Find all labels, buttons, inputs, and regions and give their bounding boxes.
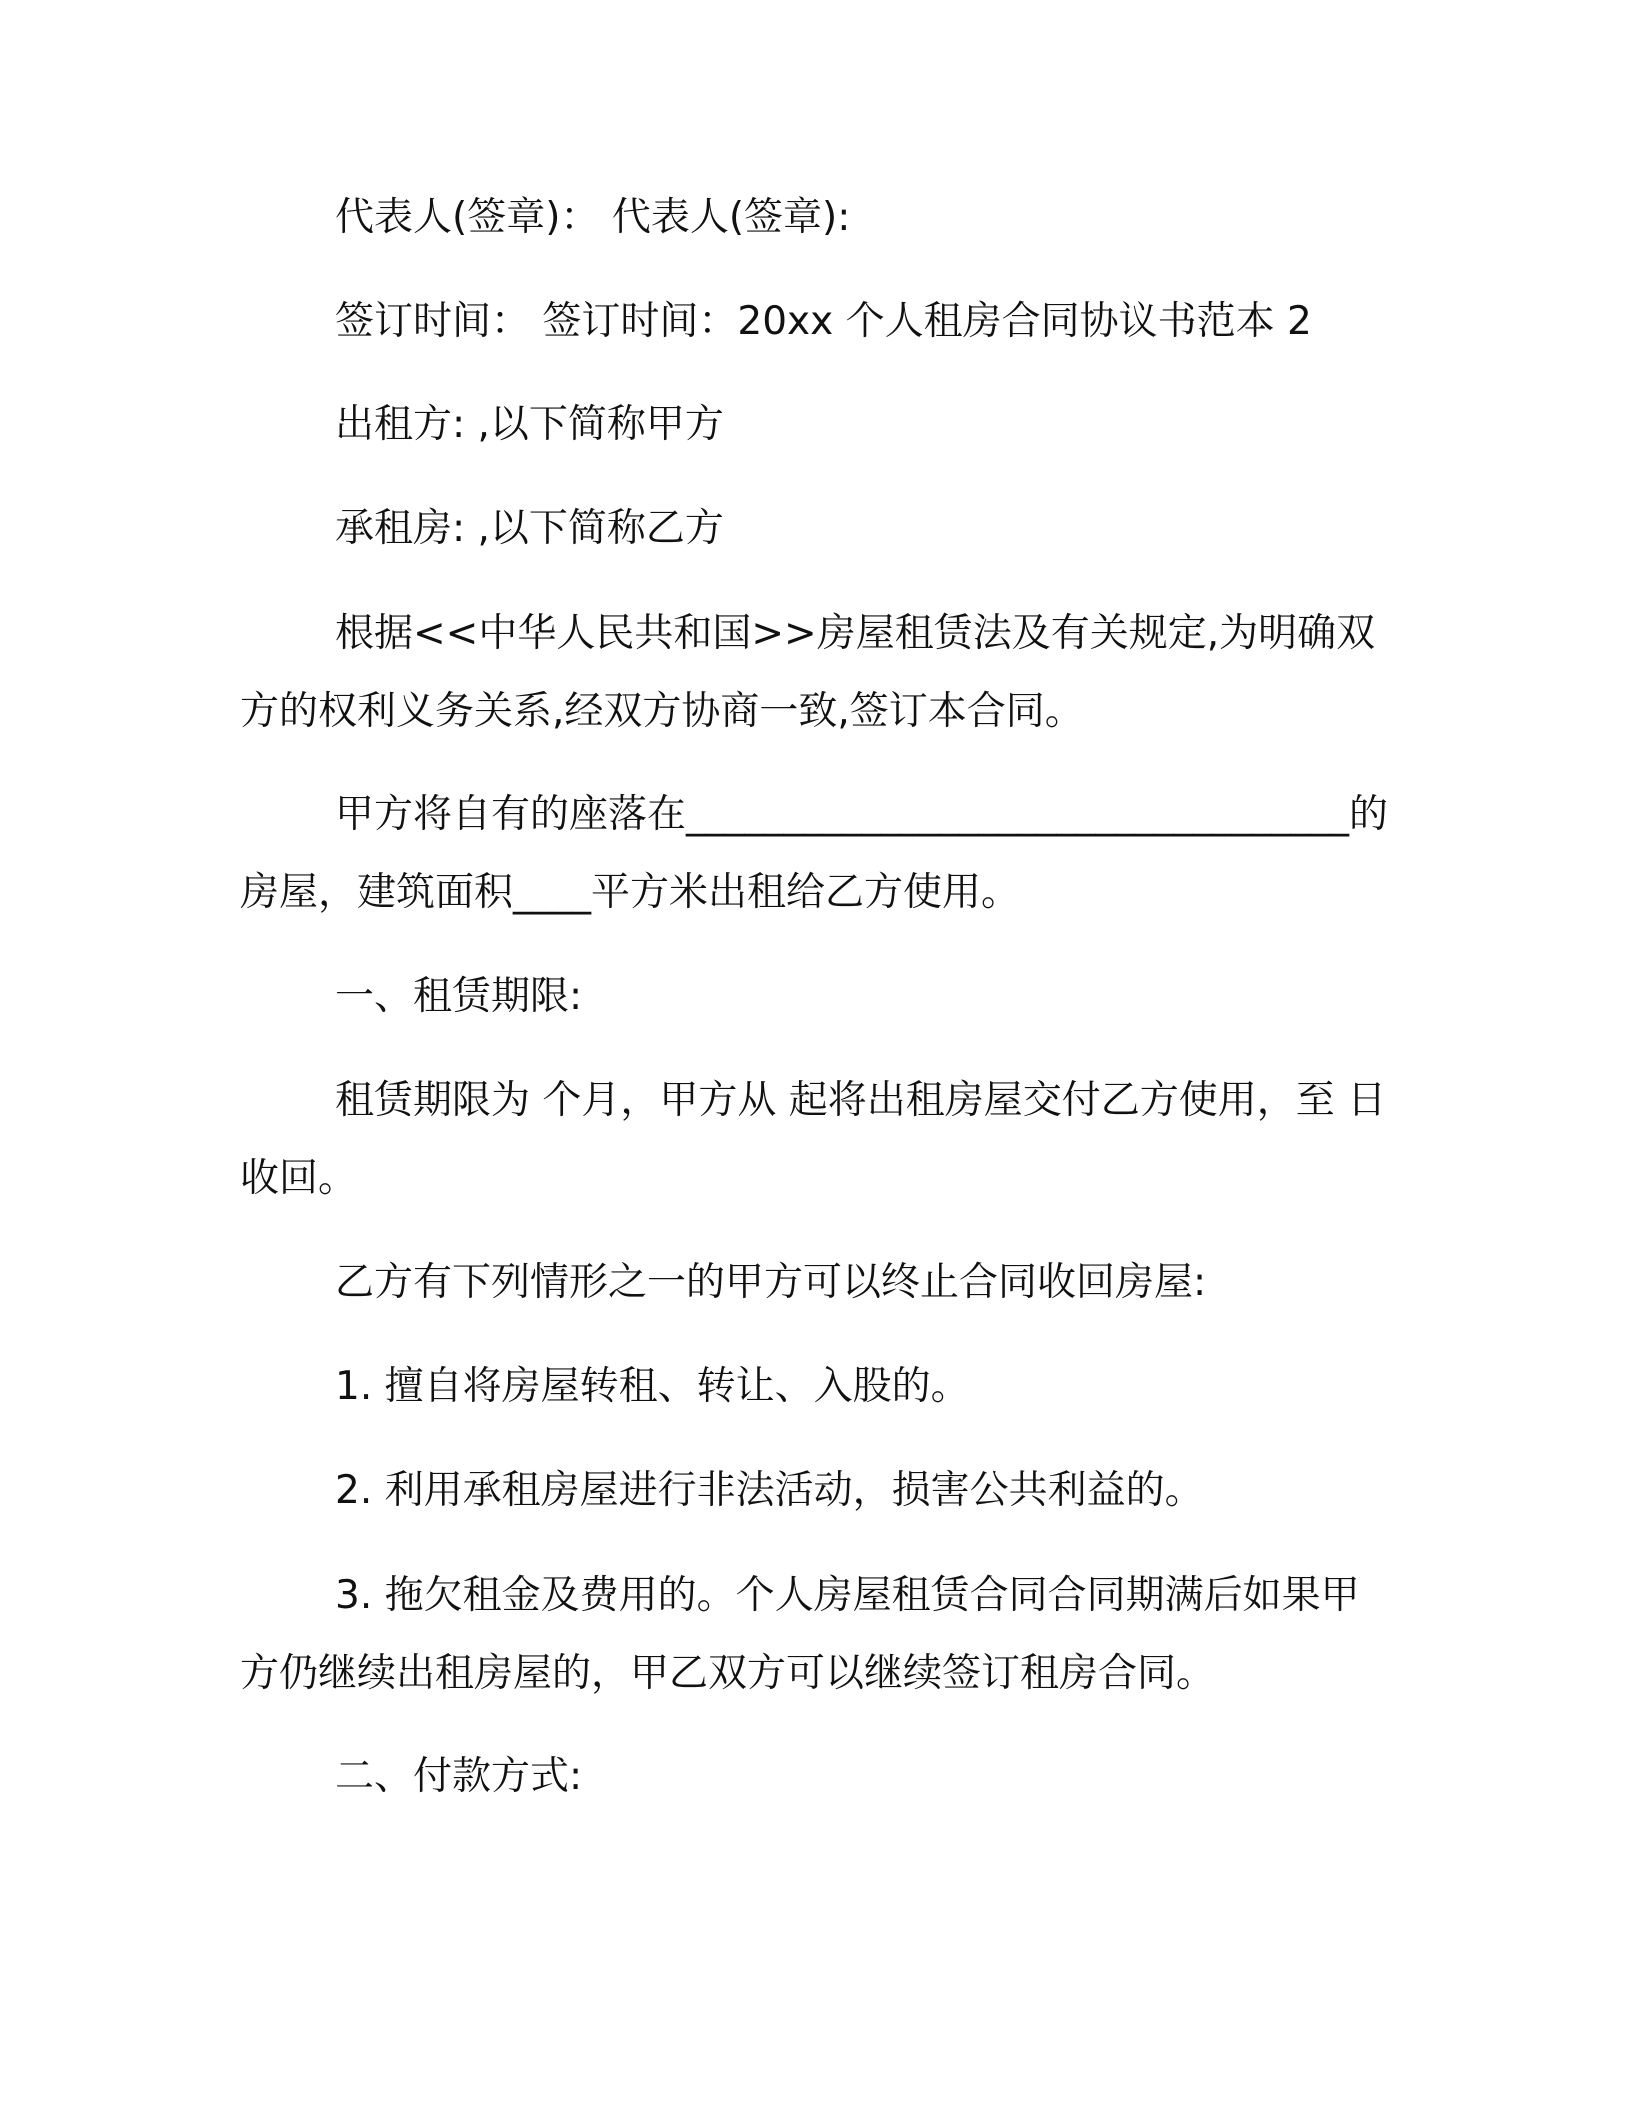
section-heading-payment-method: 二、付款方式: <box>335 1754 583 1799</box>
termination-item-1: 1. 擅自将房屋转租、转让、入股的。 <box>335 1364 970 1409</box>
lessor-line: 出租方: ,以下简称甲方 <box>335 402 724 447</box>
section-heading-lease-term: 一、租赁期限: <box>335 974 583 1019</box>
signing-date-line: 签订时间： 签订时间：20xx 个人租房合同协议书范本 2 <box>335 299 1312 344</box>
lease-term-paragraph: 租赁期限为 个月，甲方从 起将出租房屋交付乙方使用，至 日收回。 <box>240 1078 1387 1201</box>
termination-item-2: 2. 利用承租房屋进行非法活动，损害公共利益的。 <box>335 1468 1204 1513</box>
lessee-line: 承租房: ,以下简称乙方 <box>335 506 724 551</box>
property-description-paragraph: 甲方将自有的座落在__________________________________的房屋，建筑面积____平方米出租给乙方使用。 <box>240 792 1389 915</box>
termination-item-3: 3. 拖欠租金及费用的。个人房屋租赁合同合同期满后如果甲方仍继续出租房屋的，甲乙双方可以继续签订租房合同。 <box>240 1573 1360 1696</box>
representative-signature-line: 代表人(签章)： 代表人(签章): <box>335 195 851 240</box>
termination-conditions-heading: 乙方有下列情形之一的甲方可以终止合同收回房屋: <box>335 1260 1207 1305</box>
legal-basis-paragraph: 根据<<中华人民共和国>>房屋租赁法及有关规定,为明确双方的权利义务关系,经双方协商一致,签订本合同。 <box>240 611 1376 734</box>
